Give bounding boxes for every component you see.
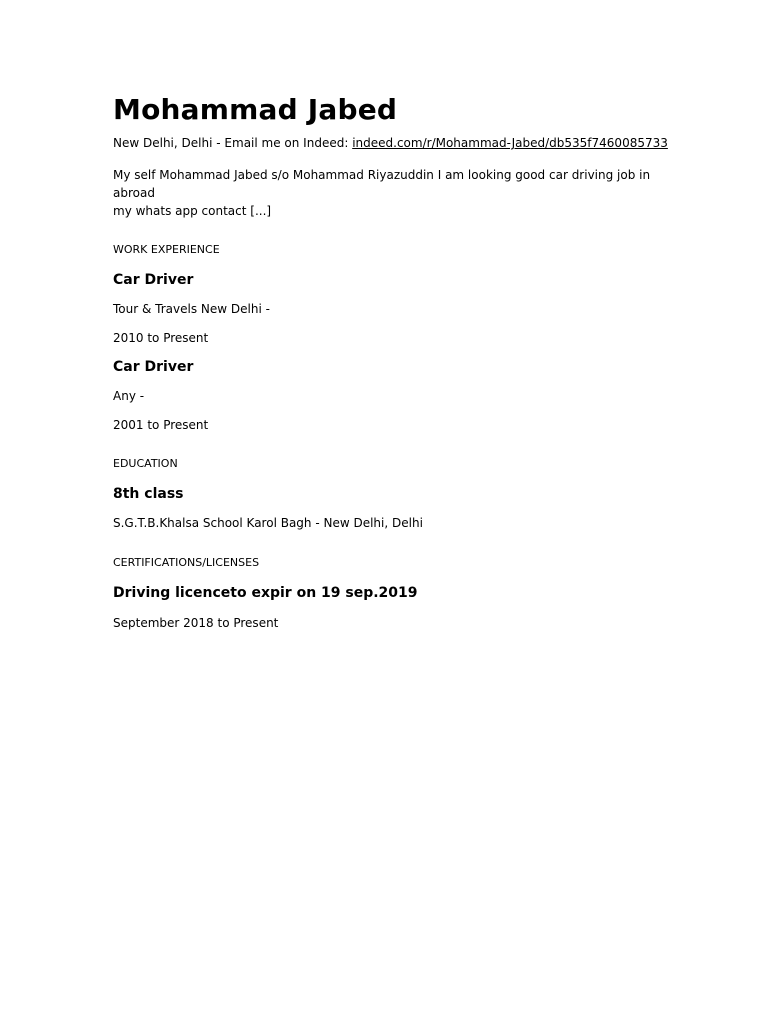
location: New Delhi, Delhi xyxy=(113,136,213,150)
job-title: Car Driver xyxy=(113,359,194,375)
certifications-heading: CERTIFICATIONS/LICENSES xyxy=(113,556,260,569)
summary xyxy=(113,166,673,220)
summary-line-1: My self Mohammad Jabed s/o Mohammad Riyazuddin I am looking good car driving job in abroad xyxy=(113,168,651,200)
email-label: Email me on Indeed: xyxy=(224,136,349,150)
job-dates: 2010 to Present xyxy=(113,331,209,345)
candidate-name: Mohammad Jabed xyxy=(113,93,398,126)
education-degree: 8th class xyxy=(113,486,184,502)
job-company: Tour & Travels New Delhi - xyxy=(113,302,270,316)
contact-line xyxy=(113,135,673,151)
summary-line-2: my whats app contact [...] xyxy=(113,204,272,218)
contact-separator: - xyxy=(216,136,221,150)
job-dates: 2001 to Present xyxy=(113,418,209,432)
resume-page xyxy=(113,92,673,631)
education-school: S.G.T.B.Khalsa School Karol Bagh - New Delhi, Delhi xyxy=(113,516,423,530)
certification-dates: September 2018 to Present xyxy=(113,616,279,630)
job-title: Car Driver xyxy=(113,272,194,288)
indeed-profile-link[interactable]: indeed.com/r/Mohammad-Jabed/db535f7460085733 xyxy=(352,136,668,150)
education-heading: EDUCATION xyxy=(113,457,178,470)
certification-title: Driving licenceto expir on 19 sep.2019 xyxy=(113,585,418,601)
work-experience-heading: WORK EXPERIENCE xyxy=(113,243,220,256)
job-company: Any - xyxy=(113,389,145,403)
